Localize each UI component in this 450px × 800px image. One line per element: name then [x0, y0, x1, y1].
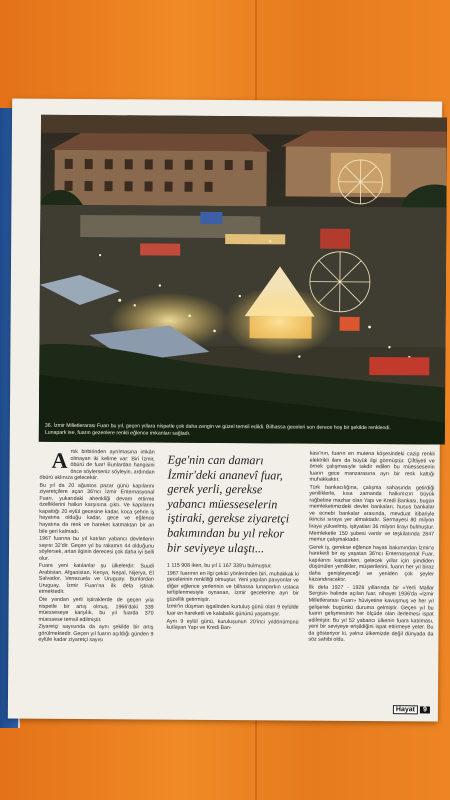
paragraph: İlk defa 1927 - 1928 yıllarında bir «Yerli Mallar Sergisi» halinde açılan fuar, nihayet 1936'da «İzmir Milletlerarası Fuarı» hüviyetine kavuşmuş ve her yıl gelişerek bugünkü duruma gelmiştir. Geçen yıl bu fuarın gelişmesinin her ölçüde olan ilerlemesi ispat edilmiştir. Bu yıl 52 yabancı ülkenin fuara katılması, yeni bir seviyeye erişildiğini ispat ettirmeye yeter. Bu da gösteriyor ki, yalnız ülkemizde değil dünyada da söz sahibi oldu.	[308, 584, 434, 644]
paragraph: 1 115 908 iken, bu yıl 1 167 339'u bulmuştur.	[166, 562, 272, 570]
page-footer	[393, 705, 430, 714]
paragraph: 1967 fuarının en ilgi çekici yönlerinden biri, muhakkak ki gecelerinin renkliliği olmuştur. Yeni yapılan pavyonlar ve diğer eğlence yerlerinin ve bilhassa lunaparkın ustaca tertiplenmesiyle oynanan, İzmir gecelerine ayrı bir güzellik getirmiştir.	[166, 570, 299, 603]
paragraph: Fuara yeni katılanlar şu ülkelerdir: Suudi Arabistan, Afganistan, Kenya, Nepal, Nijerya, El Salvador, Venezuela ve Uruguay. Bunlardan Uruguay, İzmir Fuarı'na ilk defa iştirak etmektedir.	[38, 563, 154, 596]
drop-cap: A	[51, 447, 68, 473]
paragraph: İzmir'in düşman işgalinden kurtuluş günü olan 9 eylülde fuar en hareketli ve kalabalık gününü yaşamıştır.	[166, 604, 299, 618]
paragraph: Türk bankacılığına, çalışma sahasında getirdiği yeniliklerle, kısa zamanda halkımızın büyük rağbetine mazhar olan Yapı ve Kredi Bankası, bugün memleketimizdeki devlet bankaları, husus bankalar ve ecnebi bankalar arasında, mevduat itibariyle ikincisi sıraya yer almaktadır. Sermayesi 80 milyon liraya yükselmiş, iştiyatları 36 milyon lirayı bulmuştur. Memleketle 150 şubesi vardır ve teşkilatında 2847 memur çalışmaktadır.	[309, 484, 435, 544]
paragraph: Aynı 9 eylül günü, kuruluşunun 20'inci yıldönümünü kutlayan Yapı ve Kredi Ban-	[166, 618, 299, 632]
paragraph: 1967 fuarına bu yıl katılan yabancı devletlerin sayısı 32'dir. Geçen yıl bu rakamın 44 olduğunu söylersek, artan ilginin derecesi çok daha iyi belli olur.	[38, 535, 155, 562]
paragraph: Gerek iş, gerekse eğlence hayatı bakımından İzmir'e hareketli bir ay yaşatan 36'ncı Enternasyonal Fuar, kapılarını kapatırken, gelecek yıllar için şimdiden düşünülen yenilikler, müşterilerini, fuarın her yıl biraz daha genişleyeceği ve yeniden çok şeyler kazandıracaktır.	[308, 544, 435, 584]
paragraph: rtık birbirinden ayrılmasına imkân olmayan iki kelime var: Biri İzmir, öbürü de fuar! Bunlardan hangisini önce söylerseniz söyleyin, ardından öbürü aklınıza gelecektir.	[39, 448, 155, 482]
paragraph: Bu yıl da 20 ağustos pazar günü kapılarını ziyaretçilere açan 36'ncı İzmir Enternasyonal Fuarı, yukarıdaki ahenkliği devam ettirme özelliklerini halkın karşısına çıktı. Ve kapılarını kapattığı 20 eylül gecesine kadar, koca şehrin iş hayatına olduğu kadar, gece ve eğlence hayatına da renk ve hareket katmaktan bir an bile geri kalmadı.	[39, 482, 155, 535]
photo-caption: 36. İzmir Milletlerarası Fuarı bu yıl, geçen yıllara nispetle çok daha zengin ve güzel temsil edildi. Bilhassa geceleri son derece hoş bir şekilde renklendi. Lunapark ise, fuarın gezenlere renkli eğlence imkanları sağladı.	[44, 422, 391, 437]
magazine-brand: Hayat	[393, 705, 418, 714]
fair-night-photo	[39, 115, 447, 445]
paragraph: Ziyaretçi sayısında da aynı şekilde bir artış görülmektedir. Geçen yıl fuarın açıldığı günden 9 eylüle kadar ziyaretçi sayısı	[38, 623, 154, 644]
article-body	[38, 449, 435, 707]
pull-quote: Ege'nin can damarı İzmir'deki ananevî fuar, gerek yerli, gerekse yabancı müesseselerin iştiraki, gerekse ziyaretçi bakımından bu yıl rekor bir seviyeye ulaştı...	[166, 452, 290, 555]
paragraph: Öte yandan yerli iştiraklerde de geçen yıla nispetle bir artış olmuş, 1966'daki 339 müesseseye karşılık, bu yıl fuarda 370 müessese temsil edilmiştir.	[38, 596, 154, 623]
article-column-2	[166, 450, 299, 634]
magazine-page	[8, 99, 442, 722]
article-column-1	[38, 449, 154, 646]
paragraph: kası'nın, fuarın en mutena köşesindeki cazip renkli elektrikli ilanı da büyük ilgi görmüştür. Çiftliyeti ve örnek çalışmasıyle takdir edilen bu müessesenin fuarın gece manzarasına ayrı bir renk kattığı muhakkaktır.	[309, 450, 435, 483]
article-column-3	[308, 451, 434, 646]
fairground-illustration	[39, 115, 447, 445]
page-number: 9	[420, 706, 430, 713]
